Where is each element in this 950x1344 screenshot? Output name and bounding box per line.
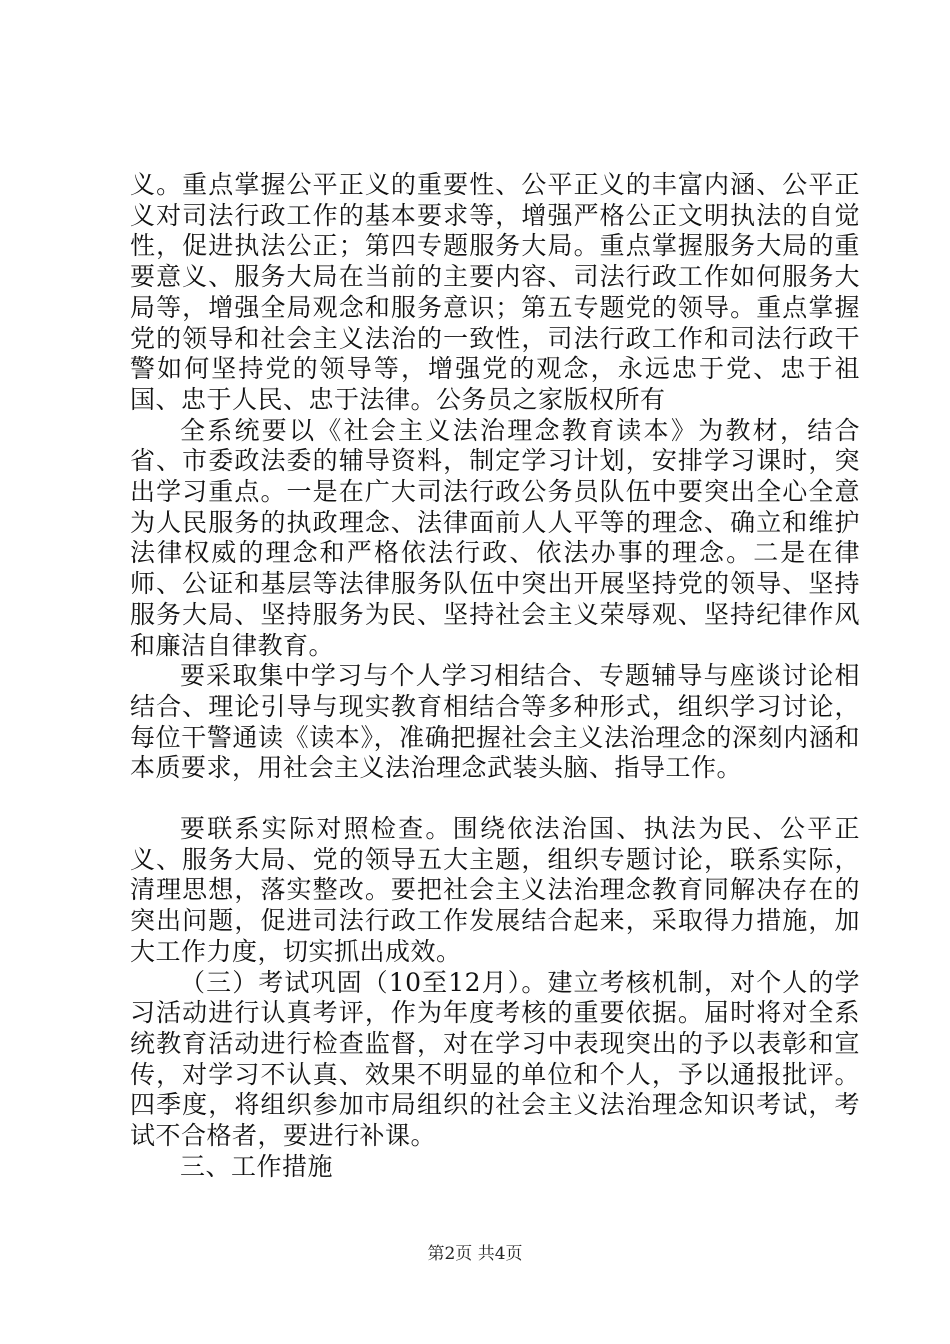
page-number-footer: 第2页 共4页: [427, 1244, 523, 1264]
paragraph-continued: 义。重点掌握公平正义的重要性、公平正义的丰富内涵、公平正义对司法行政工作的基本要求等，增强严格公正文明执法的自觉性，促进执法公正；第四专题服务大局。重点掌握服务大局的重要意义、服务大局在当前的主要内容、司法行政工作如何服务大局等，增强全局观念和服务意识；第五专题党的领导。重点掌握党的领导和社会主义法治的一致性，司法行政工作和司法行政干警如何坚持党的领导等，增强党的观念，永远忠于党、忠于祖国、忠于人民、忠于法律。公务员之家版权所有: [130, 170, 860, 414]
paragraph-self-check: 要联系实际对照检查。围绕依法治国、执法为民、公平正义、服务大局、党的领导五大主题，组织专题讨论，联系实际，清理思想，落实整改。要把社会主义法治理念教育同解决存在的突出问题，促进司法行政工作发展结合起来，采取得力措施，加大工作力度，切实抓出成效。: [130, 814, 860, 966]
paragraph-study-materials: 全系统要以《社会主义法治理念教育读本》为教材，结合省、市委政法委的辅导资料，制定学习计划，安排学习课时，突出学习重点。一是在广大司法行政公务员队伍中要突出全心全意为人民服务的执政理念、法律面前人人平等的理念、确立和维护法律权威的理念和严格依法行政、依法办事的理念。二是在律师、公证和基层等法律服务队伍中突出开展坚持党的领导、坚持服务大局、坚持服务为民、坚持社会主义荣辱观、坚持纪律作风和廉洁自律教育。: [130, 415, 860, 660]
section-heading-work-measures: 三、工作措施: [180, 1151, 334, 1181]
document-body: [130, 170, 860, 1183]
paragraph-exam-stage: （三）考试巩固（10至12月）。建立考核机制，对个人的学习活动进行认真考评，作为年度考核的重要依据。届时将对全系统教育活动进行检查监督，对在学习中表现突出的予以表彰和宣传，对学习不认真、效果不明显的单位和个人，予以通报批评。四季度，将组织参加市局组织的社会主义法治理念知识考试，考试不合格者，要进行补课。: [130, 967, 860, 1151]
paragraph-study-forms: 要采取集中学习与个人学习相结合、专题辅导与座谈讨论相结合、理论引导与现实教育相结合等多种形式，组织学习讨论，每位干警通读《读本》，准确把握社会主义法治理念的深刻内涵和本质要求，用社会主义法治理念武装头脑、指导工作。: [130, 661, 860, 783]
